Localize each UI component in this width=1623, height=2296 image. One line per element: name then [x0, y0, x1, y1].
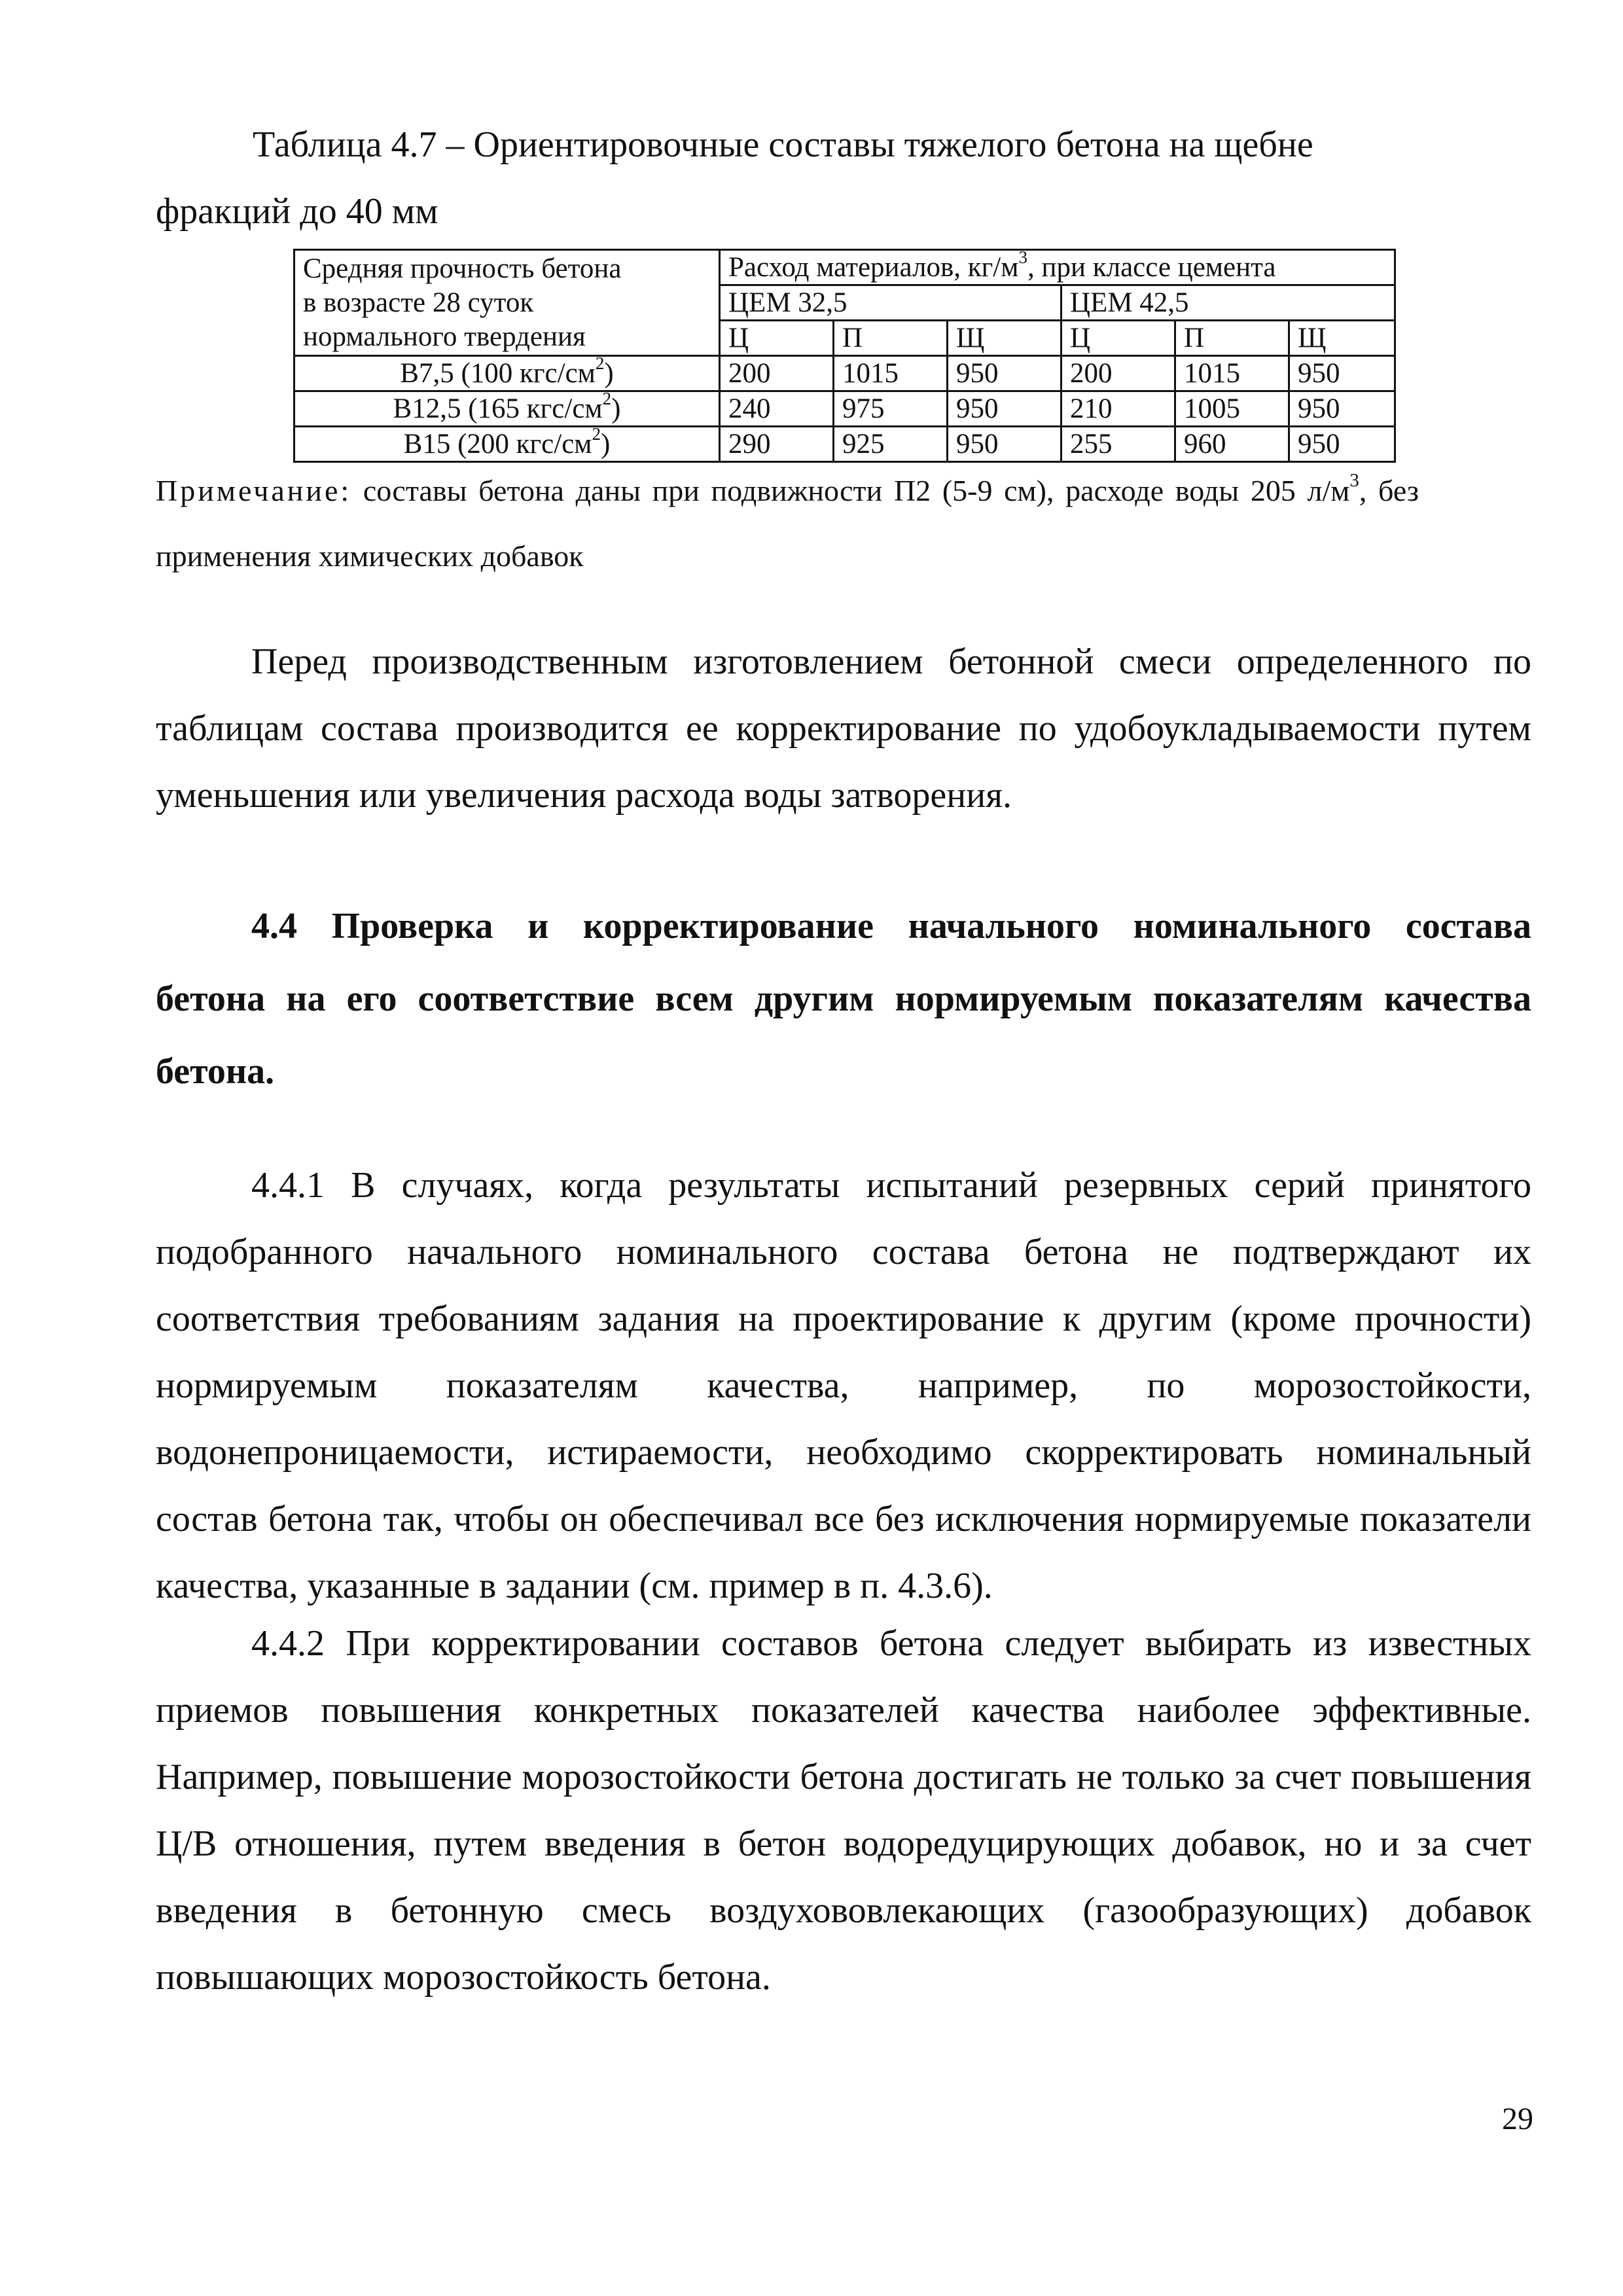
unit-sup: 2 — [602, 389, 612, 409]
material-header: Ц — [1061, 321, 1175, 356]
consumption-header-sup: 3 — [1018, 247, 1027, 268]
table-caption-line2: фракций до 40 мм — [156, 191, 438, 232]
strength-class-text: В15 (200 кгс/см — [403, 428, 592, 459]
value-cell: 200 — [1061, 356, 1175, 391]
strength-class-cell — [294, 391, 720, 427]
value-cell: 960 — [1175, 427, 1289, 462]
paragraph-4-4-2: 4.4.2 При корректировании составов бетона следует выбирать из известных приемов повышения конкретных показателей качества наиболее эффективные. Например, повышение морозостойкости бетона достигать не только за счет повышения Ц/В отношения, путем введения в бетон водоредуцирующих добавок, но и за счет введения в бетонную смесь воздухововлекающих (газообразующих) добавок повышающих морозостойкость бетона. — [156, 1623, 1531, 1998]
material-header: Ц — [720, 321, 834, 356]
table-row — [294, 391, 1395, 427]
strength-class-tail: ) — [604, 357, 614, 389]
note-text: составы бетона даны при подвижности П2 (5-9 см), расходе воды 205 л/м — [351, 474, 1350, 507]
value-cell: 950 — [1289, 391, 1395, 427]
strength-class-text: В7,5 (100 кгс/см — [400, 357, 596, 389]
material-header: П — [1175, 321, 1289, 356]
consumption-header-tail: , при классе цемента — [1027, 251, 1276, 283]
cement-class-header: ЦЕМ 32,5 — [720, 285, 1061, 321]
paragraph-4-4-1: 4.4.1 В случаях, когда результаты испытаний резервных серий принятого подобранного начального номинального состава бетона не подтверждают их соответствия требованиям задания на проектирование к другим (кроме прочности) нормируемым показателям качества, например, по морозостойкости, водонепроницаемости, истираемости, необходимо скорректировать номинальный состав бетона так, чтобы он обеспечивал все без исключения нормируемые показатели качества, указанные в задании (см. пример в п. 4.3.6). — [156, 1165, 1531, 1606]
value-cell: 950 — [948, 427, 1061, 462]
unit-sup: 2 — [592, 424, 601, 444]
strength-header-line: Средняя прочность бетона — [303, 253, 622, 284]
strength-column-header — [294, 250, 720, 356]
consumption-header-text: Расход материалов, кг/м — [728, 251, 1019, 283]
strength-class-text: В12,5 (165 кгс/см — [393, 393, 603, 424]
value-cell: 240 — [720, 391, 834, 427]
value-cell: 1015 — [1175, 356, 1289, 391]
value-cell: 1005 — [1175, 391, 1289, 427]
section-heading: 4.4 Проверка и корректирование начального номинального состава бетона на его соответствие всем другим нормируемым показателям качества бетона. — [156, 906, 1531, 1092]
material-header: Щ — [948, 321, 1061, 356]
table-note — [156, 458, 1419, 589]
table-row — [294, 427, 1395, 462]
value-cell: 210 — [1061, 391, 1175, 427]
value-cell: 950 — [1289, 356, 1395, 391]
cement-class-header: ЦЕМ 42,5 — [1061, 285, 1395, 321]
value-cell: 950 — [948, 391, 1061, 427]
value-cell: 925 — [834, 427, 948, 462]
material-header: П — [834, 321, 948, 356]
strength-header-line: нормального твердения — [303, 321, 586, 352]
paragraph-intro: Перед производственным изготовлением бетонной смеси определенного по таблицам состава производится ее корректирование по удобоукладываемости путем уменьшения или увеличения расхода воды затворения. — [156, 641, 1531, 816]
strength-class-tail: ) — [601, 428, 611, 459]
strength-class-cell — [294, 424, 720, 462]
material-header: Щ — [1289, 321, 1395, 356]
value-cell: 975 — [834, 391, 948, 427]
unit-sup: 2 — [595, 353, 605, 374]
value-cell: 200 — [720, 356, 834, 391]
value-cell: 950 — [1289, 427, 1395, 462]
note-label: Примечание: — [156, 474, 352, 507]
value-cell: 290 — [720, 427, 834, 462]
value-cell: 1015 — [834, 356, 948, 391]
value-cell: 950 — [948, 356, 1061, 391]
table-caption-line1: Таблица 4.7 – Ориентировочные составы тяжелого бетона на щебне — [253, 124, 1313, 165]
strength-class-tail: ) — [611, 393, 621, 424]
value-cell: 255 — [1061, 427, 1175, 462]
page-number: 29 — [1502, 2102, 1533, 2136]
note-sup: 3 — [1349, 469, 1359, 491]
strength-class-cell — [294, 353, 720, 391]
table-caption — [156, 111, 1421, 245]
note-text-tail: , без применения химических добавок — [156, 474, 1419, 573]
table-row — [294, 356, 1395, 391]
concrete-mix-table — [293, 249, 1396, 463]
strength-header-line: в возрасте 28 суток — [303, 287, 534, 318]
table-header-row — [294, 250, 1395, 285]
consumption-header — [720, 247, 1395, 285]
